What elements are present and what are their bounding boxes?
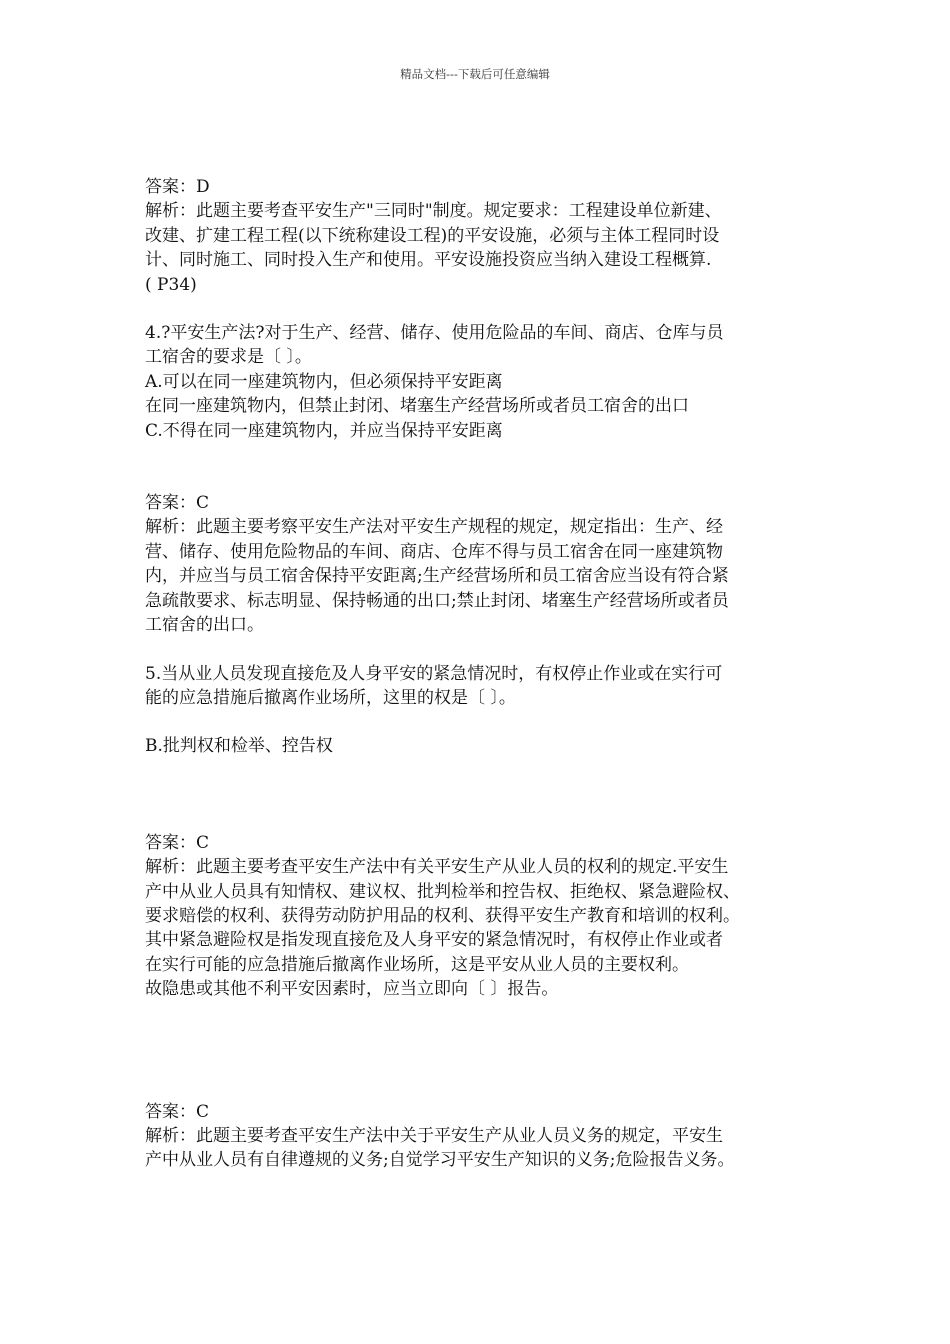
answer-line: 答案：C xyxy=(145,493,210,514)
option-line: A.可以在同一座建筑物内，但必须保持平安距离 xyxy=(145,371,503,392)
option-line: B.批判权和检举、控告权 xyxy=(145,736,333,757)
explanation-line: ( P34) xyxy=(145,274,197,295)
explanation-line: 内，并应当与员工宿舍保持平安距离;生产经营场所和员工宿舍应当设有符合紧 xyxy=(145,566,729,587)
explanation-line: 其中紧急避险权是指发现直接危及人身平安的紧急情况时，有权停止作业或者 xyxy=(145,930,723,951)
answer-line: 答案：C xyxy=(145,832,210,853)
question-line: 故隐患或其他不利平安因素时，应当立即向〔 〕报告。 xyxy=(145,979,559,1000)
explanation-line: 工宿舍的出口。 xyxy=(145,615,264,636)
spacer xyxy=(145,638,825,662)
answer-line: 答案：C xyxy=(145,1101,210,1122)
page-header: 精品文档---下载后可任意编辑 xyxy=(400,67,550,81)
spacer xyxy=(145,759,825,831)
option-line: C.不得在同一座建筑物内，并应当保持平安距离 xyxy=(145,420,503,441)
explanation-line: 要求赔偿的权利、获得劳动防护用品的权利、获得平安生产教育和培训的权利。 xyxy=(145,905,740,926)
explanation-line: 解析：此题主要考查平安生产法中关于平安生产从业人员义务的规定，平安生 xyxy=(145,1125,723,1146)
spacer xyxy=(145,443,825,491)
document-body xyxy=(145,175,825,1173)
option-line: 在同一座建筑物内，但禁止封闭、堵塞生产经营场所或者员工宿舍的出口 xyxy=(145,396,689,417)
spacer xyxy=(145,297,825,321)
spacer xyxy=(145,1002,825,1100)
explanation-line: 急疏散要求、标志明显、保持畅通的出口;禁止封闭、堵塞生产经营场所或者员 xyxy=(145,590,729,611)
answer-line: 答案：D xyxy=(145,177,210,197)
explanation-line: 在实行可能的应急措施后撤离作业场所，这是平安从业人员的主要权利。 xyxy=(145,954,689,975)
explanation-line: 产中从业人员有自律遵规的义务;自觉学习平安生产知识的义务;危险报告义务。 xyxy=(145,1150,735,1171)
question-line: 5.当从业人员发现直接危及人身平安的紧急情况时，有权停止作业或在实行可 xyxy=(145,663,723,684)
question-line: 工宿舍的要求是〔 〕。 xyxy=(145,347,312,368)
explanation-line: 改建、扩建工程工程(以下统称建设工程)的平安设施，必须与主体工程同时设 xyxy=(145,225,720,246)
explanation-line: 解析：此题主要考察平安生产法对平安生产规程的规定，规定指出：生产、经 xyxy=(145,517,723,538)
question-line: 能的应急措施后撤离作业场所，这里的权是〔 〕。 xyxy=(145,687,516,708)
spacer xyxy=(145,710,825,734)
question-line: 4.?平安生产法?对于生产、经营、储存、使用危险品的车间、商店、仓库与员 xyxy=(145,323,724,344)
explanation-line: 营、储存、使用危险物品的车间、商店、仓库不得与员工宿舍在同一座建筑物 xyxy=(145,541,723,562)
explanation-line: 计、同时施工、同时投入生产和使用。平安设施投资应当纳入建设工程概算. xyxy=(145,250,712,271)
explanation-line: 解析：此题主要考查平安生产"三同时"制度。规定要求：工程建设单位新建、 xyxy=(145,201,722,222)
explanation-line: 解析：此题主要考查平安生产法中有关平安生产从业人员的权利的规定.平安生 xyxy=(145,857,729,878)
explanation-line: 产中从业人员具有知情权、建议权、批判检举和控告权、拒绝权、紧急避险权、 xyxy=(145,881,740,902)
